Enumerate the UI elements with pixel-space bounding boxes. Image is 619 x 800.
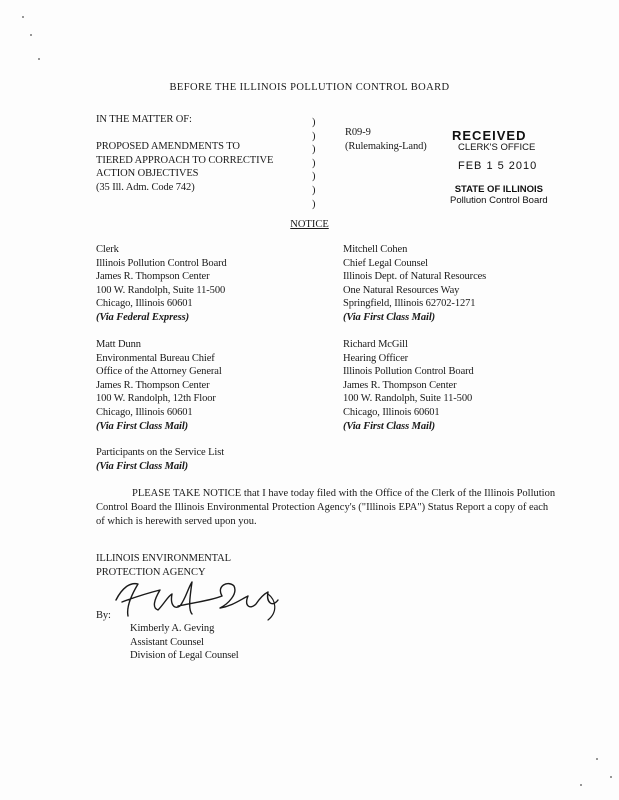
docket-type: (Rulemaking-Land) [345, 140, 427, 152]
document-heading: BEFORE THE ILLINOIS POLLUTION CONTROL BOARD [169, 82, 450, 93]
recipient-line: Chicago, Illinois 60601 [96, 406, 193, 418]
paren: ) [312, 198, 316, 210]
docket-number: R09-9 [345, 127, 371, 138]
notice-title: NOTICE [290, 219, 329, 230]
recipient-line: Office of the Attorney General [96, 366, 222, 378]
recipient-line: Matt Dunn [96, 339, 141, 350]
recipient-line: James R. Thompson Center [96, 379, 210, 391]
handwritten-signature [108, 570, 288, 630]
recipient-line: Hearing Officer [343, 352, 409, 364]
scan-speck [580, 784, 582, 786]
recipient-line: Illinois Pollution Control Board [96, 257, 227, 269]
recipient-line: Illinois Pollution Control Board [343, 366, 474, 378]
recipient-line: Richard McGill [343, 339, 408, 350]
scan-speck [596, 758, 598, 760]
docket-block [345, 126, 427, 153]
recipient-block [343, 243, 486, 325]
stamp-date: FEB 1 5 2010 [458, 160, 538, 172]
signer-title: Assistant Counsel [130, 636, 204, 648]
delivery-method: (Via First Class Mail) [343, 420, 436, 432]
notice-body-paragraph: PLEASE TAKE NOTICE that I have today filed with the Office of the Clerk of the Illinois Pollution Control Board the Illinois Environmental Protection Agency's ("Illinois EPA") Status Report a copy of each of which is herewith served upon you. [96, 488, 556, 527]
stamp-state-block [450, 184, 548, 206]
recipient-line: Environmental Bureau Chief [96, 352, 215, 364]
recipient-block [343, 338, 474, 433]
recipient-line: Mitchell Cohen [343, 244, 408, 255]
scan-speck [610, 776, 612, 778]
recipient-line: Chicago, Illinois 60601 [96, 298, 193, 310]
recipient-line: 100 W. Randolph, Suite 11-500 [96, 284, 226, 296]
recipient-line: Illinois Dept. of Natural Resources [343, 271, 487, 283]
paren: ) [312, 117, 316, 128]
recipient-line: Clerk [96, 244, 119, 255]
caption-line: PROPOSED AMENDMENTS TO [96, 141, 240, 153]
delivery-method: (Via Federal Express) [96, 311, 189, 323]
stamp-state: STATE OF ILLINOIS [454, 184, 543, 195]
scan-speck [22, 16, 24, 18]
caption-line: TIERED APPROACH TO CORRECTIVE [96, 154, 274, 166]
recipient-line: James R. Thompson Center [343, 379, 457, 391]
paren: ) [312, 130, 316, 142]
caption-line: ACTION OBJECTIVES [96, 168, 199, 180]
caption-line [96, 127, 273, 141]
caption-parentheses [312, 116, 316, 211]
recipient-line: 100 W. Randolph, Suite 11-500 [343, 393, 473, 405]
recipient-line: James R. Thompson Center [96, 271, 210, 283]
recipient-block [96, 243, 227, 325]
by-label: By: [96, 610, 111, 621]
signer-name: Kimberly A. Geving [130, 623, 215, 634]
received-stamp: RECEIVED [452, 128, 527, 143]
recipient-line: Chief Legal Counsel [343, 257, 428, 269]
service-list-block [96, 446, 224, 473]
recipient-line: Springfield, Illinois 62702-1271 [343, 298, 476, 310]
scan-speck [38, 58, 40, 60]
stamp-board: Pollution Control Board [450, 195, 548, 206]
caption-line: IN THE MATTER OF: [96, 114, 192, 125]
recipient-line: One Natural Resources Way [343, 284, 460, 296]
agency-line: PROTECTION AGENCY [96, 566, 206, 578]
recipient-line: Chicago, Illinois 60601 [343, 406, 440, 418]
paren: ) [312, 157, 316, 169]
signer-block [130, 622, 239, 663]
scan-speck [30, 34, 32, 36]
agency-line: ILLINOIS ENVIRONMENTAL [96, 553, 231, 564]
recipient-line: 100 W. Randolph, 12th Floor [96, 393, 216, 405]
caption-left [96, 113, 273, 195]
recipient-block [96, 338, 222, 433]
stamp-clerks-office: CLERK'S OFFICE [458, 142, 536, 153]
paren: ) [312, 184, 316, 196]
paren: ) [312, 144, 316, 156]
delivery-method: (Via First Class Mail) [96, 420, 189, 432]
service-list-line: Participants on the Service List [96, 447, 225, 458]
signer-division: Division of Legal Counsel [130, 650, 239, 662]
paren: ) [312, 171, 316, 183]
delivery-method: (Via First Class Mail) [96, 460, 189, 472]
caption-line: (35 Ill. Adm. Code 742) [96, 181, 195, 193]
delivery-method: (Via First Class Mail) [343, 311, 436, 323]
